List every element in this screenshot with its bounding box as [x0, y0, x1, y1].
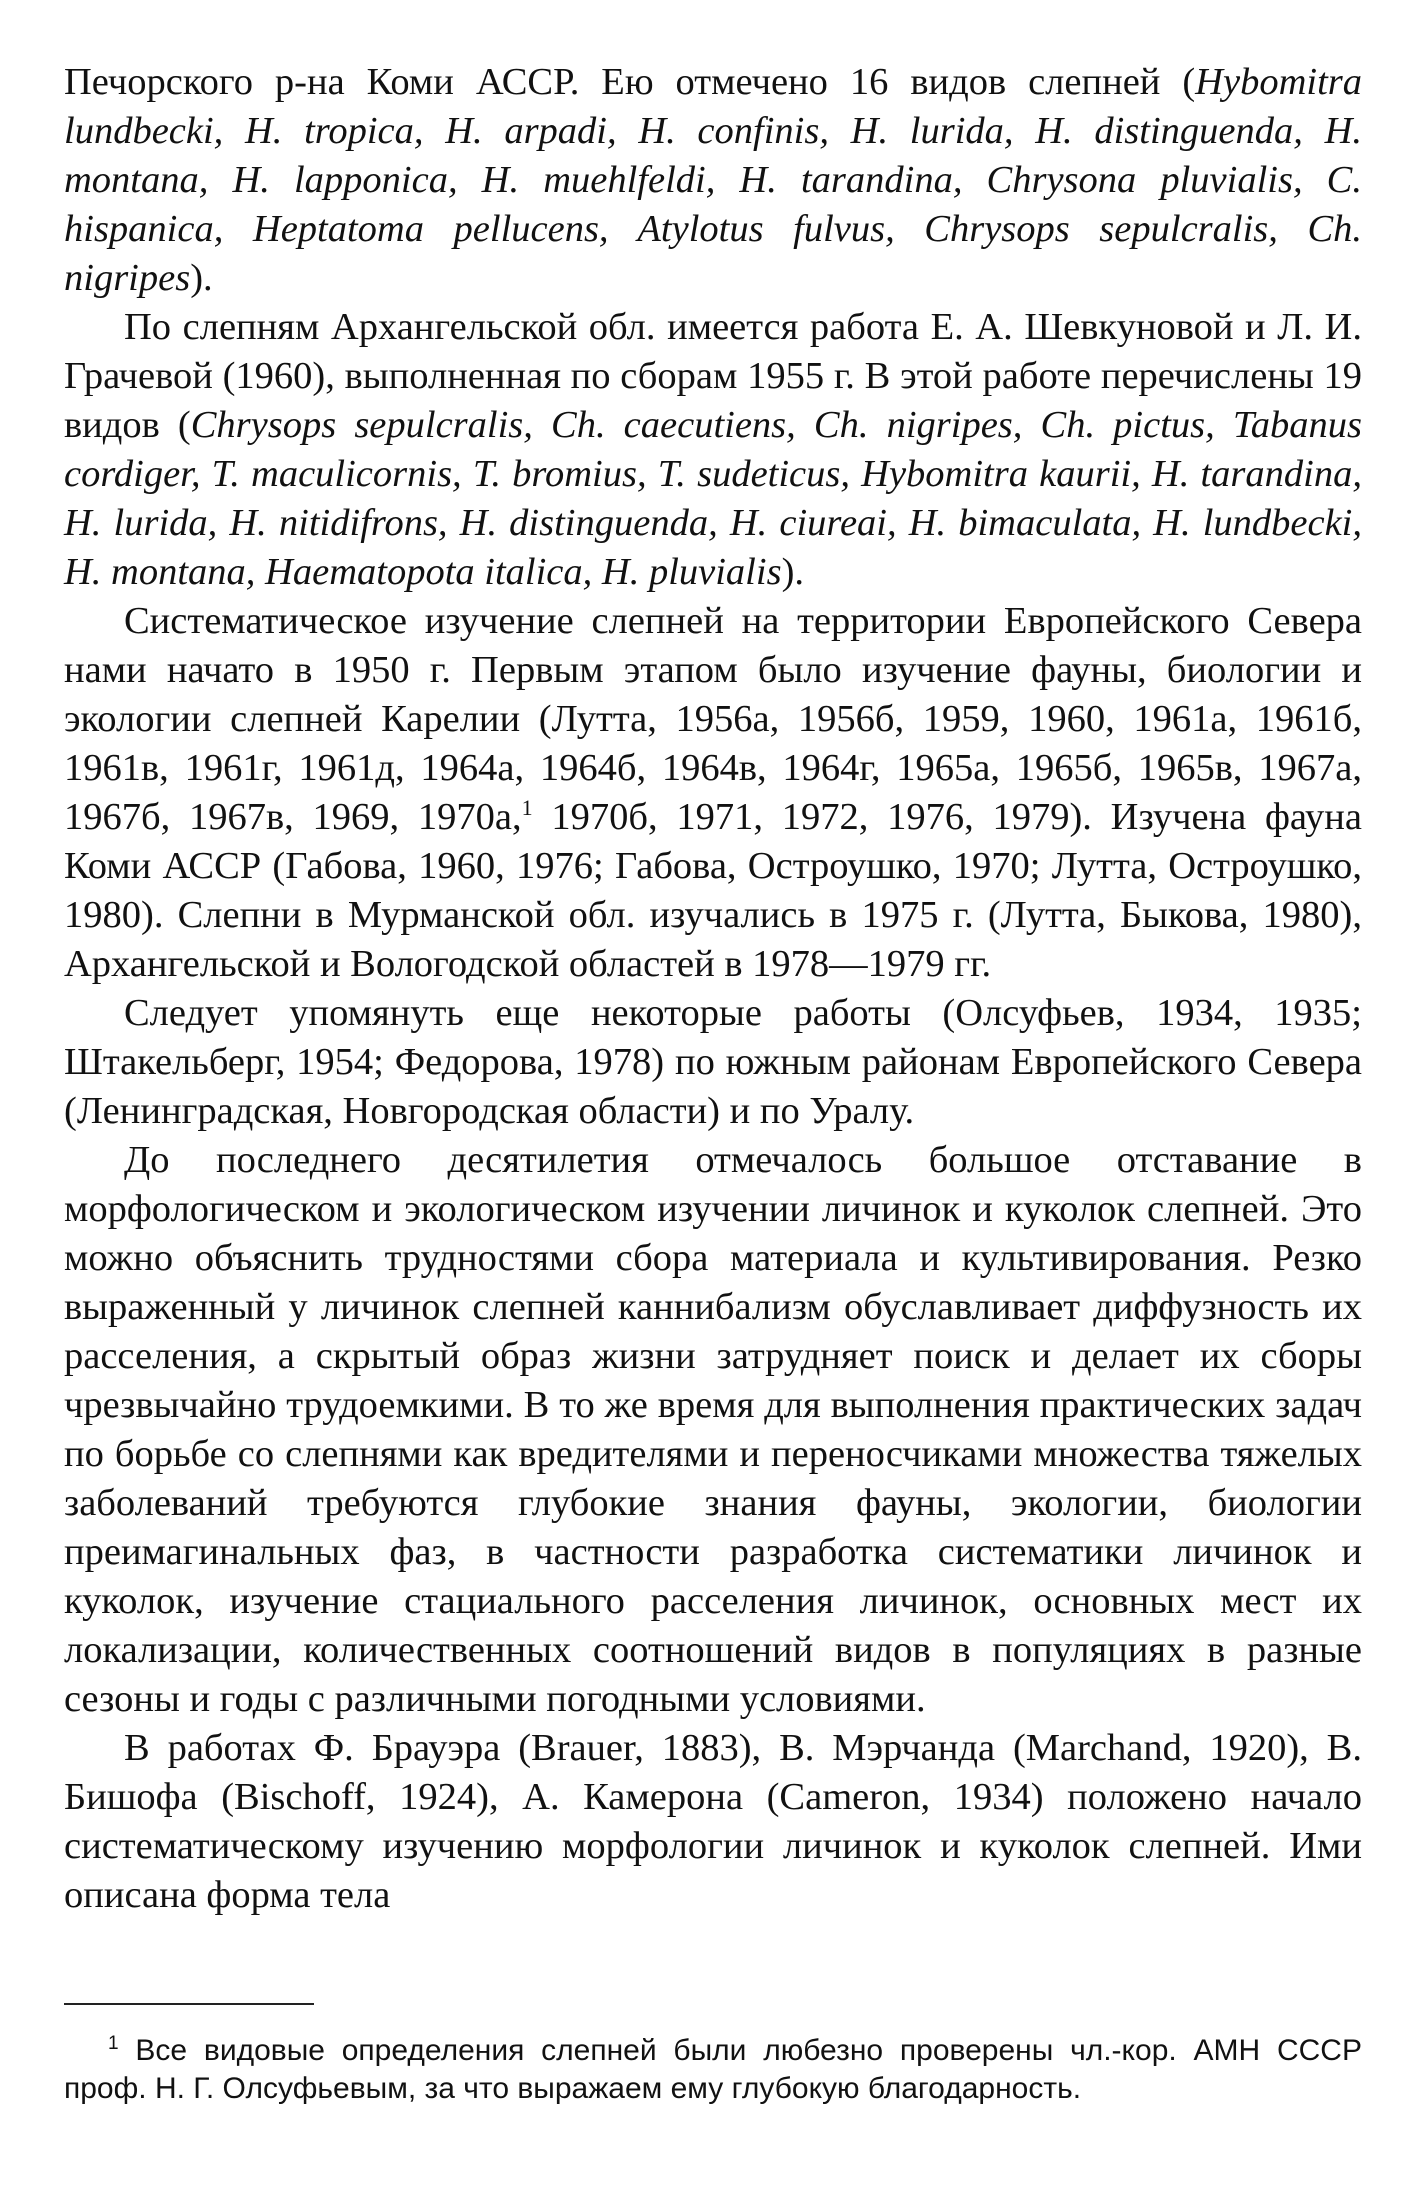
paragraph [64, 1724, 1362, 1920]
species-list: Chrysops sepulcralis, Ch. caecutiens, Ch. nigripes, Ch. pictus, Tabanus cordiger, T. maculicornis, T. bromius, T. sudeticus, Hybomitra kaurii, H. tarandina, H. lurida, H. nitidifrons, H. distinguenda, H. ciureai, H. bimaculata, H. lundbecki, H. montana, Haematopota italica, H. pluvialis [64, 404, 1362, 593]
species-list: Hybomitra lundbecki, H. tropica, H. arpadi, H. confinis, H. lurida, H. distinguenda, H. montana, H. lapponica, H. muehlfeldi, H. tarandina, Chrysona pluvialis, C. hispanica, Heptatoma pellucens, Atylotus fulvus, Chrysops sepulcralis, Ch. nigripes [64, 61, 1362, 299]
footnote [64, 2032, 1362, 2108]
paragraph [64, 989, 1362, 1136]
paragraph [64, 597, 1362, 989]
text-run: Систематическое изучение слепней на территории Европейского Севера нами начато в 1950 г. Первым этапом было изучение фауны, биологии и экологии слепней Карелии (Лутта, 1956а, 1956б, 1959, 1960, 1961а, 1961б, 1961в, 1961г, 1961д, 1964а, 1964б, 1964в, 1964г, 1965а, 1965б, 1965в, 1967а, 1967б, 1967в, 1969, 1970а, [64, 600, 1362, 838]
footnote-marker: 1 [521, 795, 533, 821]
footnote-marker: 1 [108, 2033, 119, 2054]
footnote-text: Все видовые определения слепней были любезно проверены чл.-кор. АМН СССР проф. Н. Г. Олсуфьевым, за что выражаем ему глубокую благодарность. [64, 2034, 1362, 2105]
text-run: 1970б, 1971, 1972, 1976, 1979). Изучена фауна Коми АССР (Габова, 1960, 1976; Габова, Остроушко, 1970; Лутта, Остроушко, 1980). Слепни в Мурманской обл. изучались в 1975 г. (Лутта, Быкова, 1980), Архангельской и Вологодской областей в 1978—1979 гг. [64, 796, 1362, 985]
text-run: ). [781, 551, 805, 593]
paragraph [64, 1136, 1362, 1724]
footnote-divider [64, 2003, 314, 2005]
text-run: До последнего десятилетия отмечалось большое отставание в морфологическом и экологическом изучении личинок и куколок слепней. Это можно объяснить трудностями сбора материала и культивирования. Резко выраженный у личинок слепней каннибализм обуславливает диффузность их расселения, а скрытый образ жизни затрудняет поиск и делает их сборы чрезвычайно трудоемкими. В то же время для выполнения практических задач по борьбе со слепнями как вредителями и переносчиками множества тяжелых заболеваний требуются глубокие знания фауны, экологии, биологии преимагинальных фаз, в частности разработка систематики личинок и куколок, изучение стациального расселения личинок, основных мест их локализации, количественных соотношений видов в популяциях в разные сезоны и годы с различными погодными условиями. [64, 1139, 1362, 1720]
text-run: ). [190, 257, 213, 299]
text-run: Печорского р-на Коми АССР. Ею отмечено 16 видов слепней ( [64, 61, 1196, 103]
paragraph [64, 303, 1362, 597]
text-run: Следует упомянуть еще некоторые работы (Олсуфьев, 1934, 1935; Штакельберг, 1954; Федорова, 1978) по южным районам Европейского Севера (Ленинградская, Новгородская области) и по Уралу. [64, 992, 1362, 1132]
paragraph [64, 58, 1362, 303]
main-text [64, 58, 1362, 1920]
text-run: По слепням Архангельской обл. имеется работа Е. А. Шевкуновой и Л. И. Грачевой (1960), выполненная по сборам 1955 г. В этой работе перечислены 19 видов ( [64, 306, 1362, 446]
text-run: В работах Ф. Брауэра (Brauer, 1883), В. Мэрчанда (Marchand, 1920), В. Бишофа (Bischoff, 1924), А. Камерона (Cameron, 1934) положено начало систематическому изучению морфологии личинок и куколок слепней. Ими описана форма тела [64, 1727, 1362, 1916]
